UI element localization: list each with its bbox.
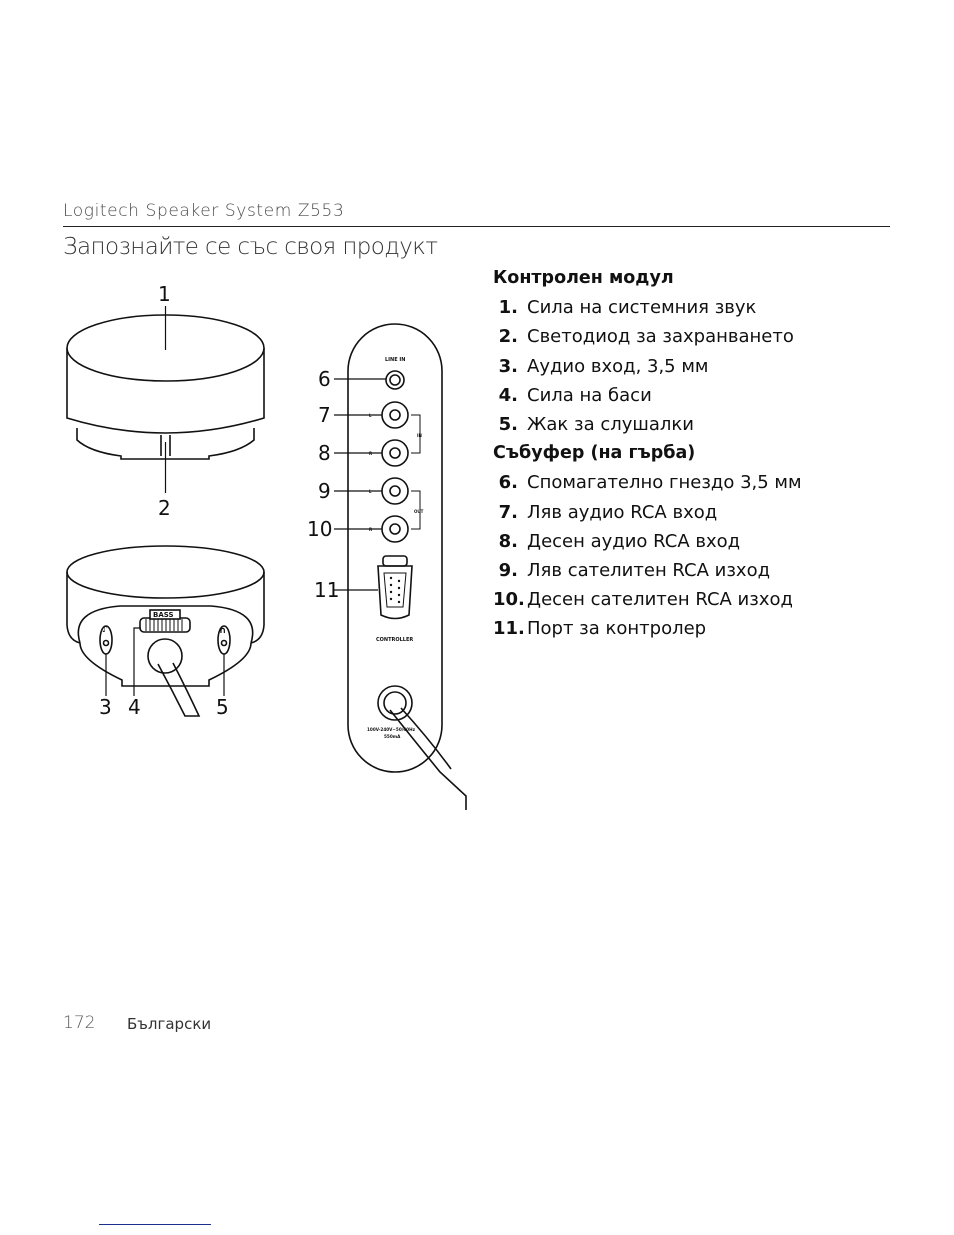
item-text: Жак за слушалки bbox=[527, 414, 694, 436]
out-label: OUT bbox=[414, 509, 424, 514]
item-text: Спомагателно гнездо 3,5 мм bbox=[527, 472, 802, 494]
group-heading-control-module: Контролен модул bbox=[493, 268, 674, 288]
item-text: Ляв сателитен RCA изход bbox=[527, 560, 771, 582]
item-text: Аудио вход, 3,5 мм bbox=[527, 355, 709, 377]
item-text: Светодиод за захранването bbox=[527, 326, 794, 348]
list-item bbox=[493, 352, 913, 381]
item-number: 11. bbox=[493, 618, 525, 640]
item-number: 9. bbox=[498, 560, 518, 582]
group-heading-subwoofer: Събуфер (на гърба) bbox=[493, 443, 696, 464]
power-current-label: 550mA bbox=[384, 734, 401, 739]
item-text: Десен сателитен RCA изход bbox=[527, 589, 793, 611]
list-item bbox=[493, 468, 913, 497]
controller-label: CONTROLLER bbox=[376, 637, 414, 643]
control-module-front-drawing bbox=[67, 546, 264, 716]
callout-11: 11 bbox=[314, 578, 340, 602]
list-item bbox=[493, 410, 913, 439]
parts-list bbox=[493, 264, 913, 644]
callout-8: 8 bbox=[318, 441, 331, 465]
power-rating-label: 100V-240V~50/60Hz bbox=[367, 727, 416, 732]
list-item bbox=[493, 614, 913, 643]
callout-9: 9 bbox=[318, 479, 331, 503]
r-label-out: R bbox=[369, 527, 373, 532]
item-text: Сила на системния звук bbox=[527, 297, 757, 319]
callout-3: 3 bbox=[99, 695, 112, 719]
list-item bbox=[493, 585, 913, 614]
l-label-out: L bbox=[369, 489, 372, 494]
callout-5: 5 bbox=[216, 695, 229, 719]
list-item bbox=[493, 527, 913, 556]
callout-4: 4 bbox=[128, 695, 141, 719]
callout-7: 7 bbox=[318, 403, 331, 427]
control-module-top-drawing bbox=[67, 306, 264, 493]
footer-divider bbox=[99, 1224, 211, 1225]
list-item bbox=[493, 498, 913, 527]
item-number: 3. bbox=[498, 355, 518, 377]
section-title: Запознайте се със своя продукт bbox=[63, 234, 438, 260]
item-text: Порт за контролер bbox=[527, 618, 707, 640]
r-label-in: R bbox=[369, 451, 373, 456]
item-number: 6. bbox=[498, 472, 518, 494]
page-number: 172 bbox=[63, 1013, 96, 1033]
item-number: 10. bbox=[493, 589, 525, 611]
bass-label: BASS bbox=[153, 611, 174, 619]
footer-language: Български bbox=[127, 1015, 212, 1033]
product-name: Logitech Speaker System Z553 bbox=[63, 201, 345, 221]
l-label-in: L bbox=[369, 413, 372, 418]
music-note-icon: ♪ bbox=[102, 625, 108, 635]
list-item bbox=[493, 381, 913, 410]
item-text: Ляв аудио RCA вход bbox=[527, 501, 718, 523]
item-number: 4. bbox=[498, 384, 518, 406]
item-number: 5. bbox=[498, 414, 518, 436]
callout-1: 1 bbox=[158, 282, 171, 306]
list-item bbox=[493, 556, 913, 585]
callout-6: 6 bbox=[318, 367, 331, 391]
item-text: Десен аудио RCA вход bbox=[527, 530, 741, 552]
callout-2: 2 bbox=[158, 496, 171, 520]
item-text: Сила на баси bbox=[527, 384, 652, 406]
list-item bbox=[493, 293, 913, 322]
item-number: 1. bbox=[498, 297, 518, 319]
item-number: 2. bbox=[498, 326, 518, 348]
callout-10: 10 bbox=[307, 517, 333, 541]
item-number: 8. bbox=[498, 530, 518, 552]
headphones-icon: ∩ bbox=[219, 626, 227, 636]
item-number: 7. bbox=[498, 501, 518, 523]
list-item bbox=[493, 322, 913, 351]
line-in-label: LINE IN bbox=[385, 357, 406, 363]
in-label: IN bbox=[417, 433, 422, 438]
